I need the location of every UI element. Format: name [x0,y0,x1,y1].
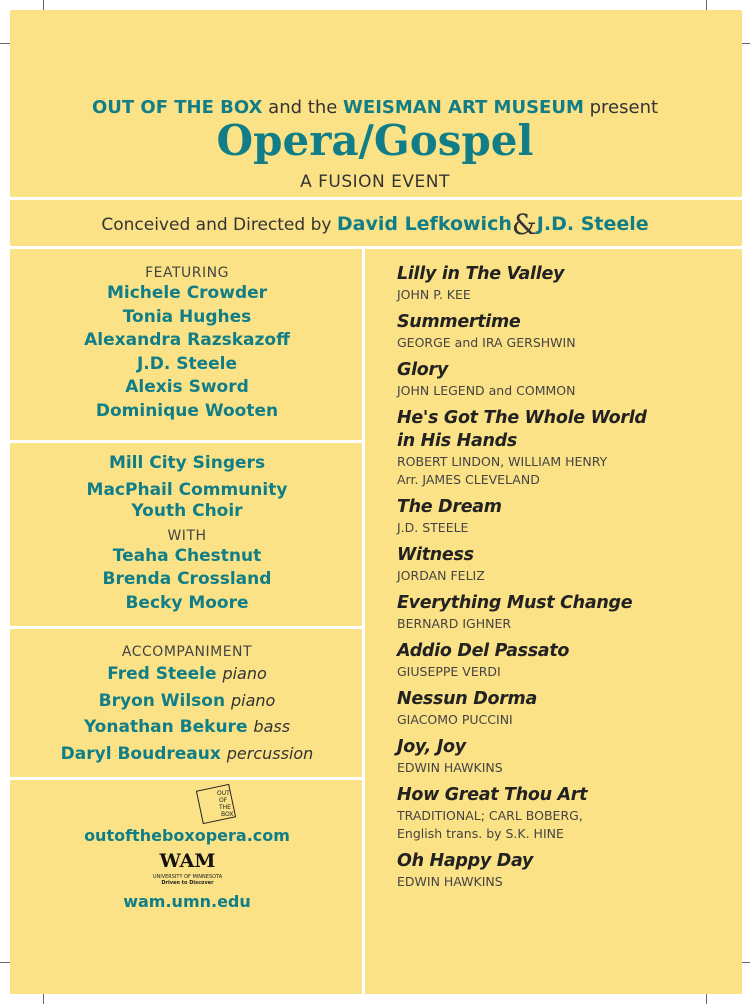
musician-name: Yonathan Bekure [83,717,248,737]
event-title: Opera/Gospel [216,116,534,165]
song-title: Witness [397,545,474,565]
song-composer: JORDAN FELIZ [397,568,485,583]
wam-url[interactable]: wam.umn.edu [123,892,251,911]
song-item [397,850,737,891]
song-composer: J.D. STEELE [397,520,469,535]
song-title: Joy, Joy [397,737,466,757]
choir: MacPhail Community [86,479,288,500]
instrument: percussion [226,743,314,763]
divider [10,626,362,629]
song-item [397,544,737,585]
featuring-label: FEATURING [145,265,229,281]
performer: J.D. Steele [136,353,238,374]
song-title: Lilly in The Valley [397,264,565,284]
accompaniment-section [14,643,360,767]
song-composer: EDWIN HAWKINS [397,874,503,889]
wam-sub-line: Driven to Discover [161,880,214,886]
song-title: Glory [397,360,448,380]
song-composer: JOHN P. KEE [397,287,471,302]
musician-name: Fred Steele [107,664,217,684]
instrument: piano [231,690,276,710]
song-composer: ROBERT LINDON, WILLIAM HENRY [397,454,608,469]
presenters-line [0,97,750,118]
song-item [397,784,737,843]
divider [10,197,742,200]
guest: Teaha Chestnut [112,545,262,566]
credits-line [0,208,750,241]
guest: Becky Moore [125,592,249,613]
song-composer: GEORGE and IRA GERSHWIN [397,335,576,350]
song-item [397,496,737,537]
logo-word: OUT [217,790,230,797]
song-composer: GIUSEPPE VERDI [397,664,501,679]
musician-name: Daryl Boudreaux [60,743,221,764]
musician-name: Bryon Wilson [98,690,226,711]
wam-sub-line: UNIVERSITY OF MINNESOTA [152,874,223,880]
instrument: piano [222,664,267,683]
song-composer: TRADITIONAL; CARL BOBERG, [397,808,583,823]
song-composer: GIACOMO PUCCINI [397,712,513,727]
song-title: Nessun Dorma [397,689,537,709]
performer: Michele Crowder [106,283,268,303]
song-title: Oh Happy Day [397,851,534,871]
featuring-section [14,264,360,423]
org-out-of-the-box: OUT OF THE BOX [91,97,263,118]
musician [14,688,360,715]
musician [14,741,360,768]
song-title: How Great Thou Art [397,785,588,805]
accompaniment-label: ACCOMPANIMENT [121,644,253,660]
song-title: Everything Must Change [397,593,633,613]
ampersand: & [511,208,537,241]
logo-word: BOX [221,811,234,818]
performer: Alexis Sword [125,377,249,397]
song-title: The Dream [397,497,502,517]
choir: Youth Choir [131,500,243,521]
choirs-section [14,452,360,615]
logo-word: OF [219,797,228,804]
out-of-the-box-url[interactable]: outoftheboxopera.com [84,826,290,845]
song-item [397,407,737,489]
song-title: He's Got The Whole World in His Hands [397,408,647,451]
performer: Tonia Hughes [122,306,252,327]
song-translator: English trans. by S.K. HINE [397,826,564,841]
performer: Alexandra Razskazoff [84,330,290,350]
event-subtitle: A FUSION EVENT [300,172,450,192]
director-2: J.D. Steele [536,213,649,235]
divider [10,246,742,249]
song-composer: BERNARD IGHNER [397,616,512,631]
director-1: David Lefkowich [336,213,512,235]
wam-logo-subtitle [0,874,375,886]
performer: Dominique Wooten [95,400,279,421]
song-item [397,592,737,633]
song-title: Addio Del Passato [397,641,570,661]
song-arranger: Arr. JAMES CLEVELAND [397,472,540,487]
divider [10,440,362,443]
with-label: WITH [167,527,207,544]
song-item [397,263,737,304]
present-text: present [589,97,659,118]
song-composer: JOHN LEGEND and COMMON [397,383,576,398]
song-item [397,359,737,400]
song-item [397,311,737,352]
divider [10,777,362,780]
song-item [397,688,737,729]
wam-logo: WAM [159,850,216,872]
musician [14,661,360,688]
logo-word: THE [219,804,231,811]
org-weisman: WEISMAN ART MUSEUM [343,97,584,118]
song-composer: EDWIN HAWKINS [397,760,503,775]
choir: Mill City Singers [108,453,266,473]
song-title: Summertime [397,312,521,332]
instrument: bass [253,717,291,736]
guest: Brenda Crossland [102,569,272,589]
song-item [397,640,737,681]
song-item [397,736,737,777]
song-list [397,263,737,898]
out-of-the-box-logo-text [217,790,233,818]
credits-prefix: Conceived and Directed by [101,215,332,235]
musician [14,714,360,741]
and-the-text: and the [268,97,338,118]
